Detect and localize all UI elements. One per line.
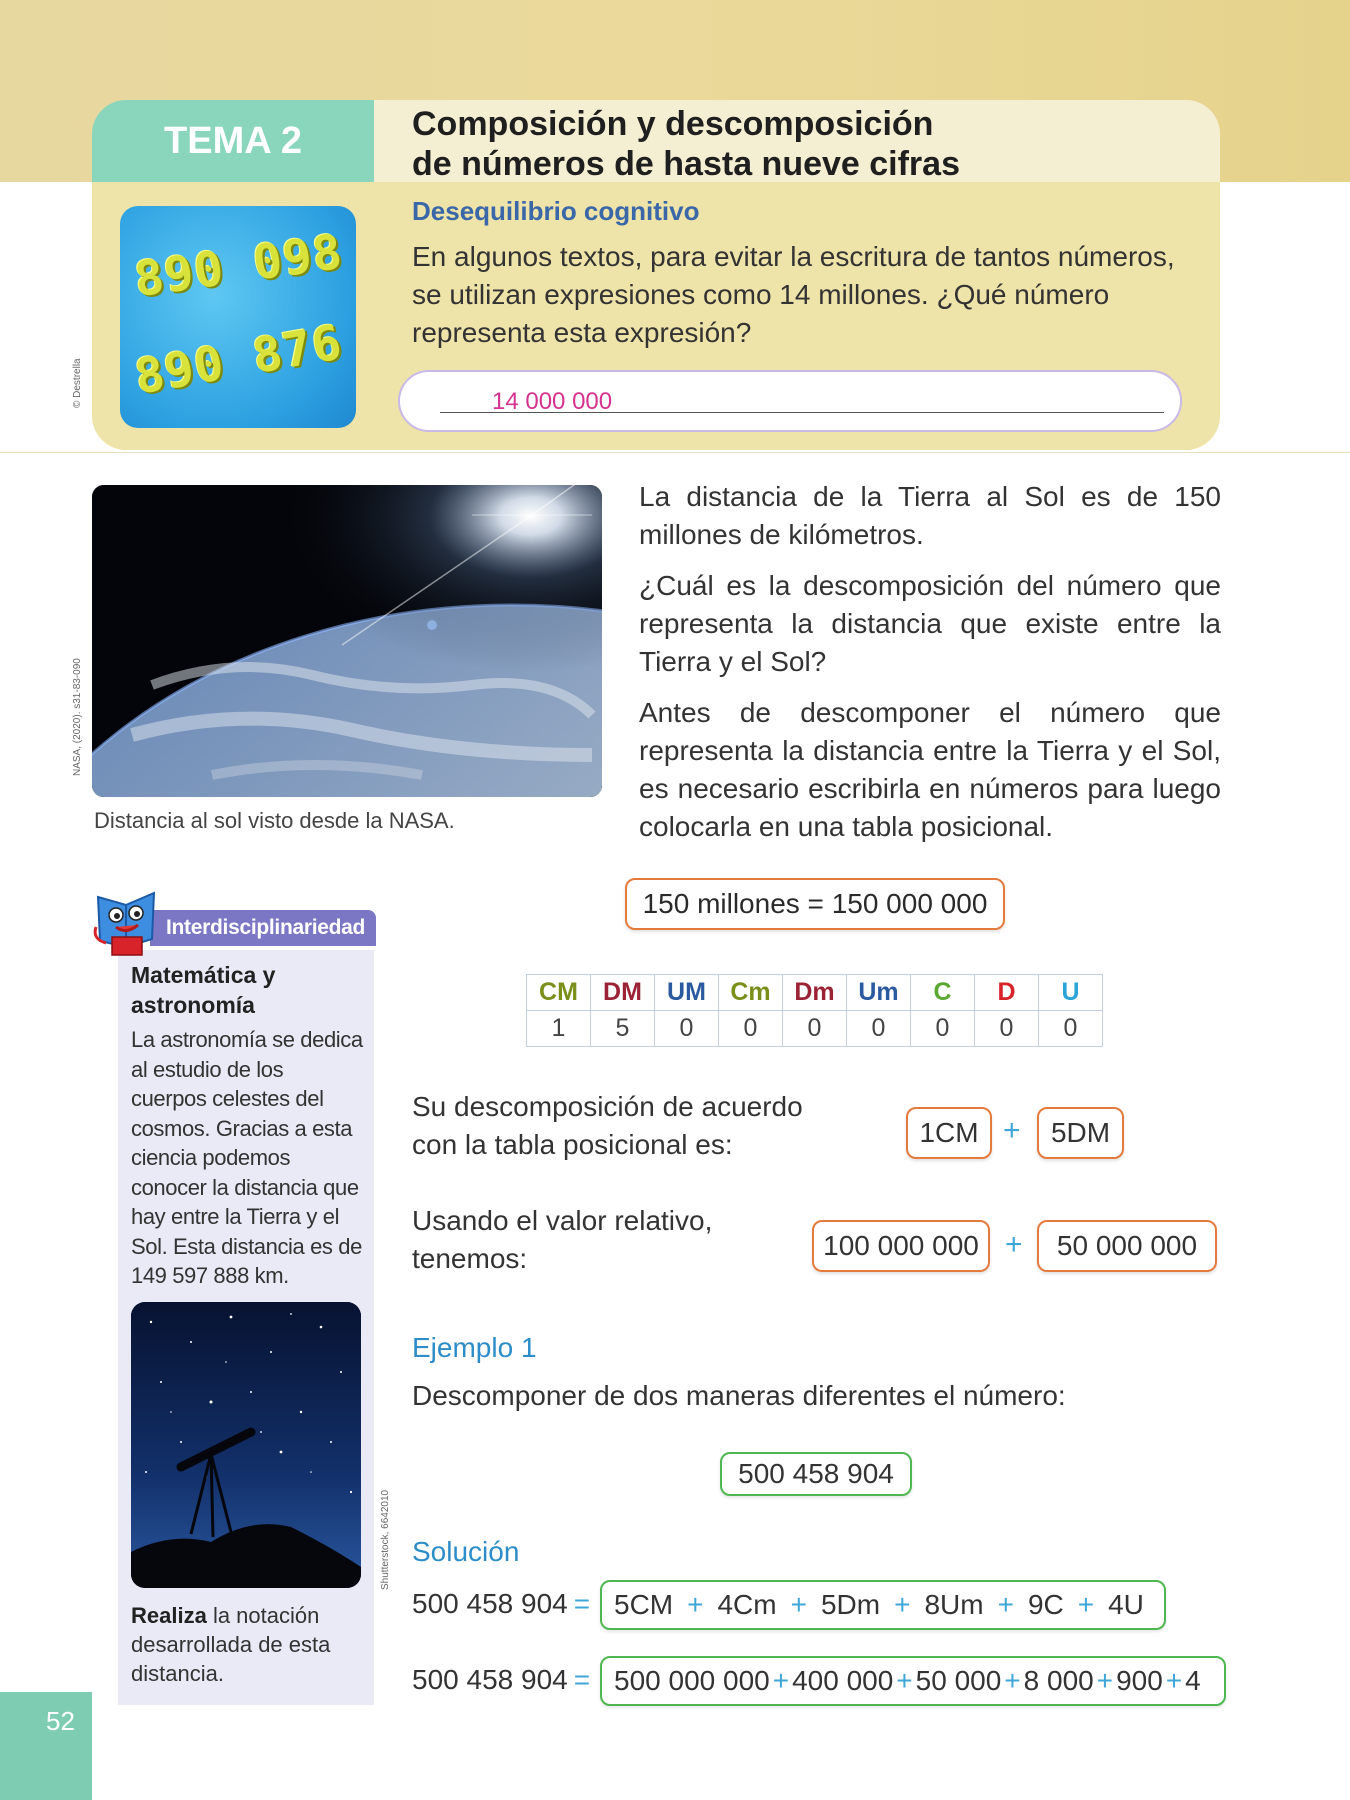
term: 5Dm xyxy=(820,1589,881,1620)
sidebar-task-bold: Realiza xyxy=(131,1603,207,1628)
sidebar-text: La astronomía se dedica al estudio de los cuerpos celestes del cosmos. Gracias a esta ciencia podemos conocer la distancia que hay entre la Tierra y el Sol. Esta distancia es de 149 597 888 km. xyxy=(131,1027,363,1288)
intro-text xyxy=(639,478,1221,859)
table-cell: 5 xyxy=(591,1011,655,1047)
header-dm: DM xyxy=(591,975,655,1011)
title-line-1: Composición y descomposición xyxy=(412,105,934,143)
row-number: 500 458 904 xyxy=(412,1588,568,1619)
row-number: 500 458 904 xyxy=(412,1664,568,1695)
table-cell: 0 xyxy=(1039,1011,1103,1047)
term: 4Cm xyxy=(717,1589,777,1620)
sidebar-task-text: la notación desarrollada de esta distancia. xyxy=(131,1603,331,1686)
header-card xyxy=(92,100,1220,450)
header-cm-small: Cm xyxy=(719,975,783,1011)
title-line-2: de números de hasta nueve cifras xyxy=(412,145,960,183)
relative-label: Usando el valor relativo, tenemos: xyxy=(412,1205,713,1274)
answer-value: 14 000 000 xyxy=(492,388,613,415)
photo-caption: Distancia al sol visto desde la NASA. xyxy=(94,808,455,833)
numbers-image xyxy=(120,206,356,428)
section-text: En algunos textos, para evitar la escritura de tantos números, se utilizan expresiones como 14 millones. ¿Qué número representa esta expresión? xyxy=(412,241,1175,348)
plus-sign: + xyxy=(687,1589,704,1620)
equation-box: 150 millones = 150 000 000 xyxy=(625,878,1005,930)
plus-sign: + xyxy=(1004,1665,1021,1696)
term: 50 000 xyxy=(915,1665,1002,1696)
solution-title: Solución xyxy=(412,1536,520,1567)
header-cm: CM xyxy=(527,975,591,1011)
table-cell: 0 xyxy=(783,1011,847,1047)
plus-sign: + xyxy=(894,1589,911,1620)
section-title: Desequilibrio cognitivo xyxy=(412,196,700,226)
table-row xyxy=(527,1011,1103,1047)
image-credit: © Destrella xyxy=(72,358,83,408)
term-100-million: 100 000 000 xyxy=(812,1220,990,1272)
equals-sign: = xyxy=(573,1588,591,1619)
solution-row-2-label xyxy=(412,1664,592,1696)
example-text: Descomponer de dos maneras diferentes el número: xyxy=(412,1380,1066,1411)
table-cell: 0 xyxy=(975,1011,1039,1047)
header-um: UM xyxy=(655,975,719,1011)
earth-photo xyxy=(92,485,602,797)
sidebar-task xyxy=(131,1601,361,1688)
tema-label: TEMA 2 xyxy=(92,100,374,182)
table-cell: 1 xyxy=(527,1011,591,1047)
solution-row-1-label xyxy=(412,1588,592,1620)
intro-paragraph-2: ¿Cuál es la descomposición del número que representa la distancia que existe entre la Tierra y el Sol? xyxy=(639,570,1221,677)
term: 5CM xyxy=(614,1589,674,1620)
answer-field[interactable] xyxy=(398,370,1182,432)
example-number: 500 458 904 xyxy=(720,1452,912,1496)
term: 8 000 xyxy=(1023,1665,1094,1696)
plus-sign: + xyxy=(1165,1665,1183,1696)
header-c: C xyxy=(911,975,975,1011)
sidebar-banner: Interdisciplinariedad xyxy=(150,910,376,946)
plus-sign: + xyxy=(790,1589,807,1620)
term-5dm: 5DM xyxy=(1037,1107,1124,1159)
term: 9C xyxy=(1027,1589,1064,1620)
page-number: 52 xyxy=(46,1706,75,1736)
plus-sign: + xyxy=(772,1665,790,1696)
page-title xyxy=(412,104,960,184)
sky-photo-credit: Shutterstock, 6642010 xyxy=(380,1489,391,1590)
term: 400 000 xyxy=(792,1665,894,1696)
photo-credit: NASA, (2020). s31-83-090 xyxy=(72,658,83,776)
intro-paragraph-1: La distancia de la Tierra al Sol es de 150 millones de kilómetros. xyxy=(639,481,1221,550)
term: 4 xyxy=(1185,1665,1201,1696)
solution-row-2 xyxy=(600,1656,1226,1706)
plus-sign: + xyxy=(1096,1665,1114,1696)
term-1cm: 1CM xyxy=(906,1107,992,1159)
plus-sign: + xyxy=(1077,1589,1095,1620)
table-cell: 0 xyxy=(719,1011,783,1047)
header-dm-small: Dm xyxy=(783,975,847,1011)
table-header-row xyxy=(527,975,1103,1011)
book-mascot-icon xyxy=(92,883,162,959)
table-cell: 0 xyxy=(847,1011,911,1047)
term: 500 000 000 xyxy=(614,1665,770,1696)
equals-sign: = xyxy=(573,1664,591,1695)
plus-sign: + xyxy=(997,1589,1014,1620)
table-cell: 0 xyxy=(911,1011,975,1047)
header-d: D xyxy=(975,975,1039,1011)
term-50-million: 50 000 000 xyxy=(1037,1220,1217,1272)
solution-row-1 xyxy=(600,1580,1166,1630)
plus-sign: + xyxy=(1005,1228,1023,1261)
table-cell: 0 xyxy=(655,1011,719,1047)
image-number-2: 890 876 xyxy=(130,314,347,406)
plus-sign: + xyxy=(1003,1114,1021,1147)
term: 900 xyxy=(1116,1665,1163,1696)
example-title: Ejemplo 1 xyxy=(412,1332,537,1363)
term: 4U xyxy=(1108,1589,1144,1620)
term: 8Um xyxy=(924,1589,984,1620)
plus-sign: + xyxy=(896,1665,913,1696)
header-um-small: Um xyxy=(847,975,911,1011)
intro-paragraph-3: Antes de descomponer el número que representa la distancia entre la Tierra y el Sol, es necesario escribirla en números para luego colocarla en una tabla posicional. xyxy=(639,697,1221,842)
header-u: U xyxy=(1039,975,1103,1011)
sidebar-title: Matemática y astronomía xyxy=(131,962,276,1018)
place-value-table xyxy=(526,974,1103,1047)
decomposition-label: Su descomposición de acuerdo con la tabla posicional es: xyxy=(412,1091,803,1160)
divider xyxy=(0,452,1350,453)
image-number-1: 890 098 xyxy=(131,223,347,309)
telescope-photo xyxy=(131,1302,361,1588)
